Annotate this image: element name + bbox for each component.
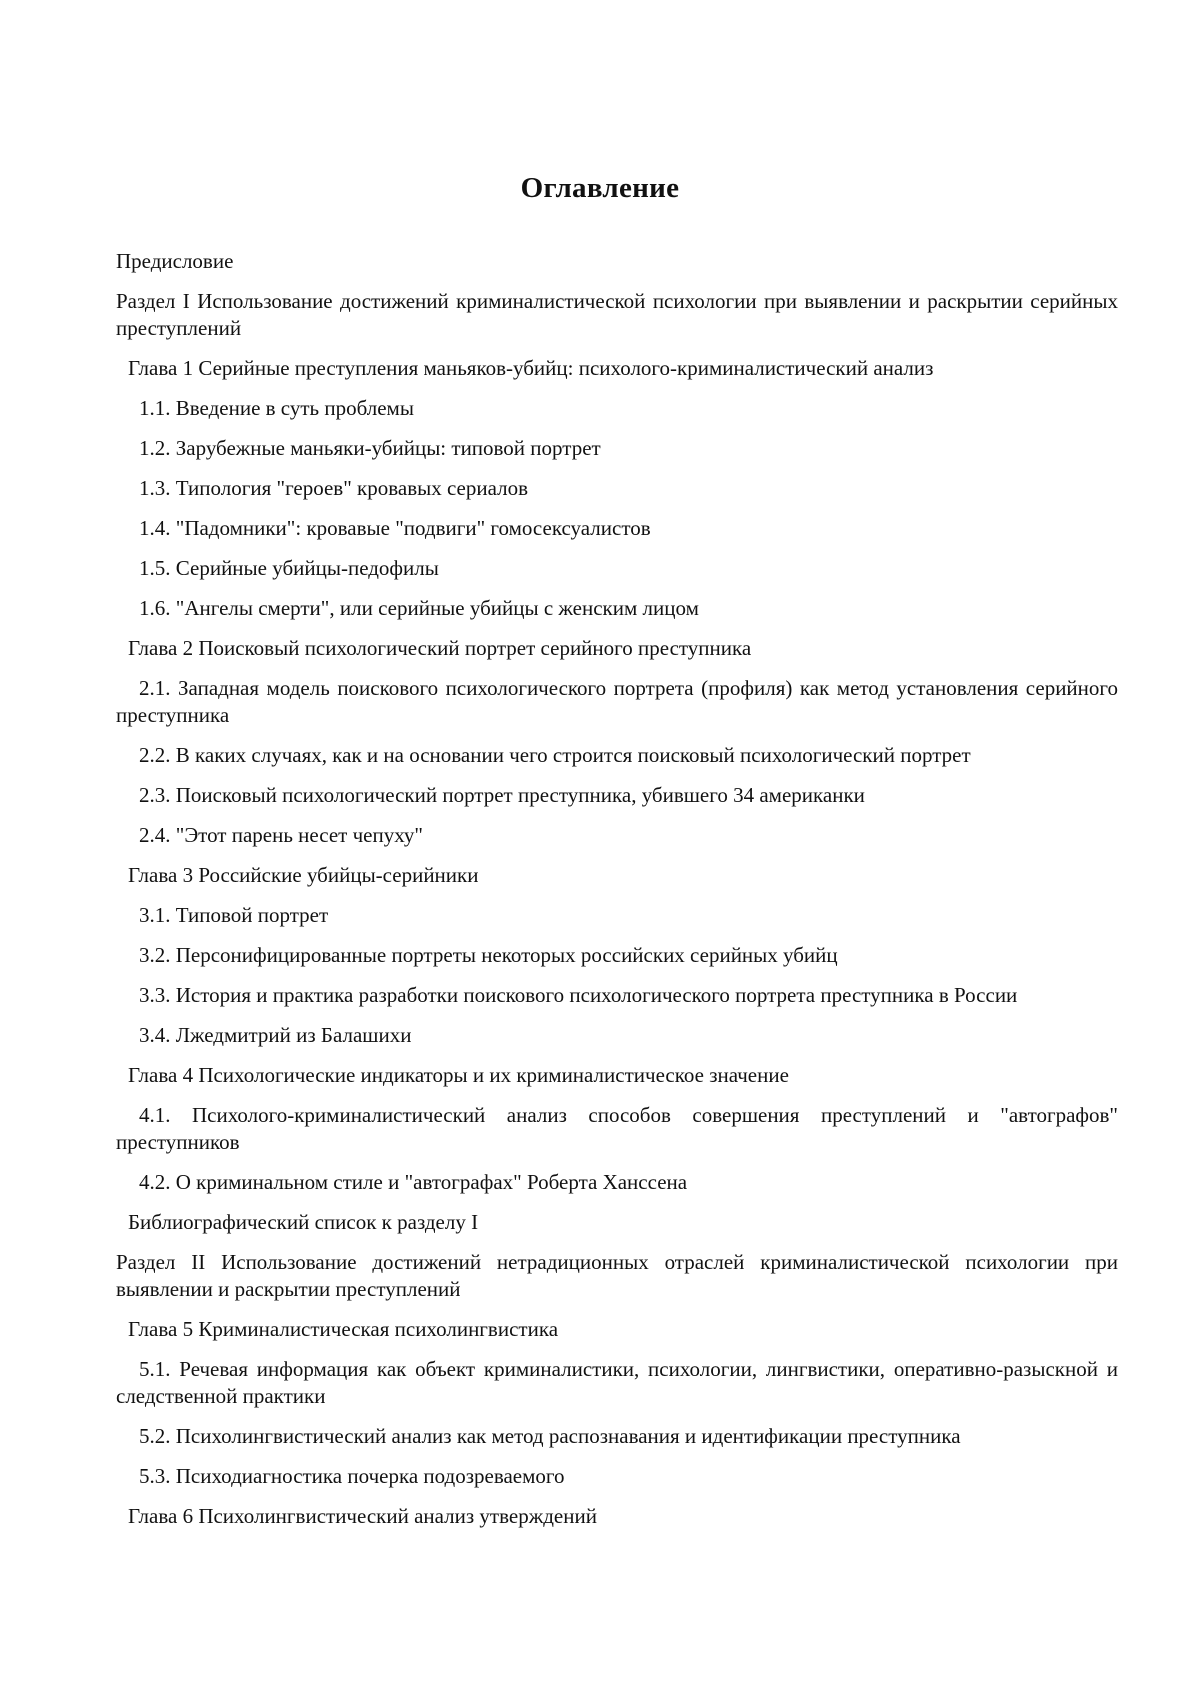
toc-entry-chapter-1: Глава 1 Серийные преступления маньяков-убийц: психолого-криминалистический анализ (116, 355, 1118, 382)
toc-entry-section-2: Раздел II Использование достижений нетрадиционных отраслей криминалистической психологии при выявлении и раскрытии преступлений (116, 1249, 1118, 1303)
toc-entry-2-1: 2.1. Западная модель поискового психологического портрета (профиля) как метод установления серийного преступника (116, 675, 1118, 729)
toc-entry-chapter-6: Глава 6 Психолингвистический анализ утверждений (116, 1503, 1118, 1530)
toc-entry-2-2: 2.2. В каких случаях, как и на основании чего строится поисковый психологический портрет (116, 742, 1118, 769)
document-page (0, 0, 1200, 1697)
toc-entry-5-1: 5.1. Речевая информация как объект криминалистики, психологии, лингвистики, оперативно-разыскной и следственной практики (116, 1356, 1118, 1410)
toc-entry-chapter-3: Глава 3 Российские убийцы-серийники (116, 862, 1118, 889)
table-of-contents (116, 248, 1118, 1543)
toc-entry-2-4: 2.4. "Этот парень несет чепуху" (116, 822, 1118, 849)
toc-entry-preface: Предисловие (116, 248, 1118, 275)
toc-entry-3-2: 3.2. Персонифицированные портреты некоторых российских серийных убийц (116, 942, 1118, 969)
toc-entry-section-1: Раздел I Использование достижений криминалистической психологии при выявлении и раскрытии серийных преступлений (116, 288, 1118, 342)
toc-entry-3-1: 3.1. Типовой портрет (116, 902, 1118, 929)
toc-entry-4-1: 4.1. Психолого-криминалистический анализ способов совершения преступлений и "автографов" преступников (116, 1102, 1118, 1156)
toc-entry-chapter-5: Глава 5 Криминалистическая психолингвистика (116, 1316, 1118, 1343)
toc-entry-1-1: 1.1. Введение в суть проблемы (116, 395, 1118, 422)
toc-entry-1-2: 1.2. Зарубежные маньяки-убийцы: типовой портрет (116, 435, 1118, 462)
toc-entry-bibliography-1: Библиографический список к разделу I (116, 1209, 1118, 1236)
toc-entry-1-4: 1.4. "Падомники": кровавые "подвиги" гомосексуалистов (116, 515, 1118, 542)
toc-entry-5-3: 5.3. Психодиагностика почерка подозреваемого (116, 1463, 1118, 1490)
toc-entry-2-3: 2.3. Поисковый психологический портрет преступника, убившего 34 американки (116, 782, 1118, 809)
toc-entry-1-3: 1.3. Типология "героев" кровавых сериалов (116, 475, 1118, 502)
page-title: Оглавление (0, 170, 1200, 206)
toc-entry-chapter-2: Глава 2 Поисковый психологический портрет серийного преступника (116, 635, 1118, 662)
toc-entry-1-5: 1.5. Серийные убийцы-педофилы (116, 555, 1118, 582)
toc-entry-3-4: 3.4. Лжедмитрий из Балашихи (116, 1022, 1118, 1049)
toc-entry-chapter-4: Глава 4 Психологические индикаторы и их криминалистическое значение (116, 1062, 1118, 1089)
toc-entry-4-2: 4.2. О криминальном стиле и "автографах" Роберта Ханссена (116, 1169, 1118, 1196)
toc-entry-5-2: 5.2. Психолингвистический анализ как метод распознавания и идентификации преступника (116, 1423, 1118, 1450)
toc-entry-1-6: 1.6. "Ангелы смерти", или серийные убийцы с женским лицом (116, 595, 1118, 622)
toc-entry-3-3: 3.3. История и практика разработки поискового психологического портрета преступника в России (116, 982, 1118, 1009)
